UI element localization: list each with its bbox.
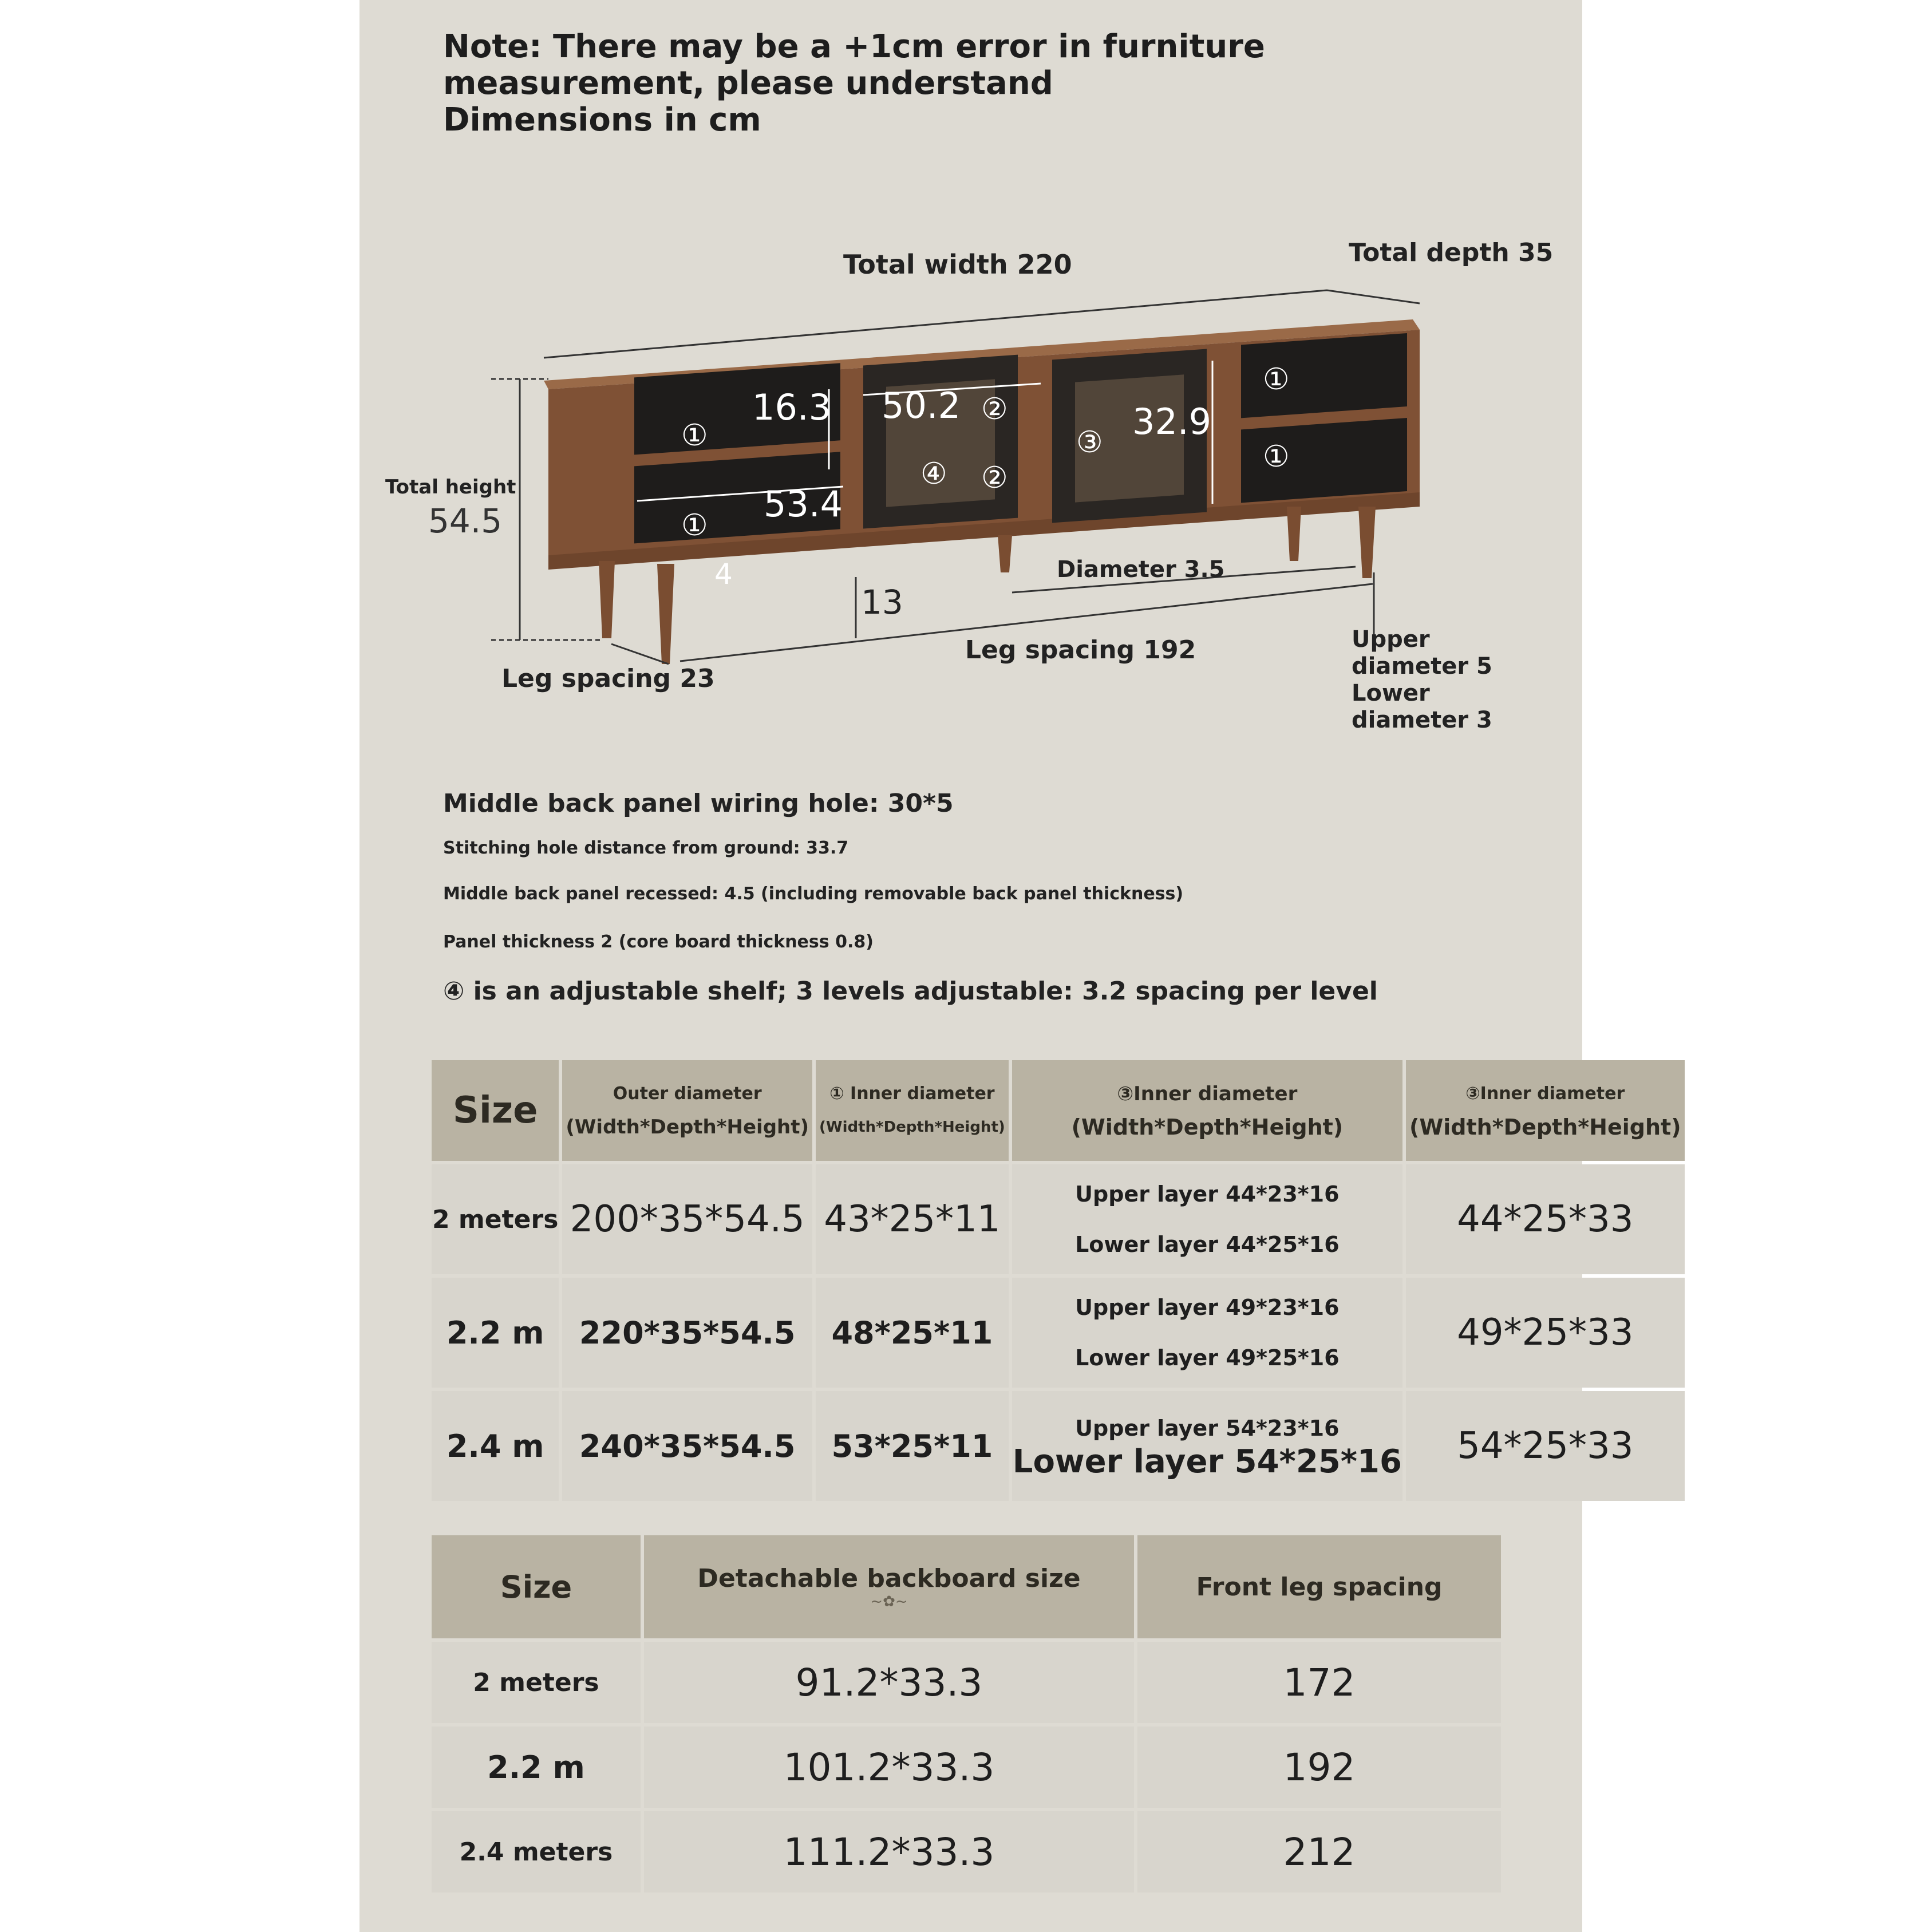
leg-back-right xyxy=(1287,507,1301,561)
row-upper-layer: Upper layer 54*23*16 xyxy=(1075,1416,1340,1441)
spec-hole-distance: Stitching hole distance from ground: 33.7 xyxy=(443,838,849,858)
header-inner3-label: ③Inner diameter xyxy=(1117,1082,1298,1105)
door-height-value: 32.9 xyxy=(1132,401,1212,442)
row-front-leg: 172 xyxy=(1137,1642,1501,1723)
spec-wiring-hole: Middle back panel wiring hole: 30*5 xyxy=(443,789,954,818)
drawer-height-value: 16.3 xyxy=(752,386,832,428)
row-upper-layer: Upper layer 44*23*16 xyxy=(1075,1182,1340,1207)
row-outer: 220*35*54.5 xyxy=(562,1278,812,1388)
row-upper-layer: Upper layer 49*23*16 xyxy=(1075,1295,1340,1320)
row-backboard: 111.2*33.3 xyxy=(644,1811,1134,1893)
header-size: Size xyxy=(432,1060,559,1161)
tv-cabinet-diagram xyxy=(359,218,1582,767)
row-inner5: 49*25*33 xyxy=(1406,1278,1685,1388)
leg-upper-diameter: diameter 5 xyxy=(1352,653,1492,679)
leg-spacing-long-label: Leg spacing 192 xyxy=(965,635,1196,665)
table-row xyxy=(432,1164,1685,1274)
header-outer-diameter xyxy=(562,1060,812,1161)
total-width-label: Total width 220 xyxy=(843,249,1072,280)
row-layers xyxy=(1012,1278,1402,1388)
row-size: 2.2 m xyxy=(432,1726,641,1808)
header-inner3-sub: (Width*Depth*Height) xyxy=(1071,1115,1344,1140)
leg-spacing-short-label: Leg spacing 23 xyxy=(501,664,715,693)
row-outer: 240*35*54.5 xyxy=(562,1391,812,1501)
header-size: Size xyxy=(432,1535,641,1638)
row-inner1: 53*25*11 xyxy=(816,1391,1009,1501)
row-outer: 200*35*54.5 xyxy=(562,1164,812,1274)
shelf-width-value: 50.2 xyxy=(882,385,961,426)
leg-upper-label: Upper xyxy=(1352,626,1430,653)
marker-3: ③ xyxy=(1076,425,1103,460)
header-inner-1 xyxy=(816,1060,1009,1161)
row-layers xyxy=(1012,1164,1402,1274)
row-backboard: 91.2*33.3 xyxy=(644,1642,1134,1723)
header-front-leg: Front leg spacing xyxy=(1137,1535,1501,1638)
spec-recessed: Middle back panel recessed: 4.5 (including removable back panel thickness) xyxy=(443,884,1184,904)
row-backboard: 101.2*33.3 xyxy=(644,1726,1134,1808)
total-height-value: 54.5 xyxy=(428,501,503,540)
leg-front-left xyxy=(599,561,615,638)
header-outer-label: Outer diameter xyxy=(613,1084,762,1104)
drawer-width-value: 53.4 xyxy=(764,483,843,525)
row-lower-layer: Lower layer 54*25*16 xyxy=(1012,1443,1402,1480)
row-front-leg: 212 xyxy=(1137,1811,1501,1893)
table-row xyxy=(432,1726,1501,1808)
leg-front-right xyxy=(1358,507,1376,578)
measurement-note xyxy=(443,29,1359,139)
row-inner1: 48*25*11 xyxy=(816,1278,1009,1388)
marker-2-upper: ② xyxy=(981,392,1008,426)
backboard-table xyxy=(428,1532,1504,1896)
table-row xyxy=(432,1811,1501,1893)
marker-1-left-lower: ① xyxy=(681,508,708,543)
table-row xyxy=(432,1391,1685,1501)
marker-4: ④ xyxy=(920,457,947,491)
row-size: 2.4 m xyxy=(432,1391,559,1501)
header-backboard xyxy=(644,1535,1134,1638)
row-inner1: 43*25*11 xyxy=(816,1164,1009,1274)
header-outer-sub: (Width*Depth*Height) xyxy=(566,1116,809,1139)
depth-line xyxy=(1327,290,1420,303)
header-inner1-label: ① Inner diameter xyxy=(829,1084,995,1104)
row-lower-layer: Lower layer 44*25*16 xyxy=(1075,1232,1340,1257)
total-height-label: Total height xyxy=(385,476,516,499)
marker-2-lower: ② xyxy=(981,461,1008,495)
product-dimension-sheet xyxy=(359,0,1681,1932)
header-inner5-label: ③Inner diameter xyxy=(1465,1084,1625,1104)
table-row xyxy=(432,1642,1501,1723)
note-line-3: Dimensions in cm xyxy=(443,101,761,139)
diameter-label: Diameter 3.5 xyxy=(1057,556,1225,583)
leg-height-value: 13 xyxy=(861,583,903,622)
header-backboard-label: Detachable backboard size xyxy=(697,1563,1081,1593)
header-stamp: ~✿~ xyxy=(870,1593,908,1610)
row-size: 2 meters xyxy=(432,1642,641,1723)
row-lower-layer: Lower layer 49*25*16 xyxy=(1075,1345,1340,1370)
leg-front-left-2 xyxy=(657,564,674,664)
leg-depth-value: 4 xyxy=(714,558,733,591)
leg-lower-label: Lower xyxy=(1352,680,1430,706)
row-front-leg: 192 xyxy=(1137,1726,1501,1808)
spec-panel-thickness: Panel thickness 2 (core board thickness 0.8) xyxy=(443,932,874,952)
header-inner1-sub: (Width*Depth*Height) xyxy=(819,1119,1005,1136)
note-line-1: Note: There may be a +1cm error in furniture xyxy=(443,28,1265,65)
spec-adjustable-shelf: ④ is an adjustable shelf; 3 levels adjustable: 3.2 spacing per level xyxy=(443,977,1378,1006)
header-inner-5 xyxy=(1406,1060,1685,1161)
table-row xyxy=(432,1278,1685,1388)
total-depth-label: Total depth 35 xyxy=(1349,238,1554,267)
leg-lower-diameter: diameter 3 xyxy=(1352,707,1492,733)
leg-middle xyxy=(998,535,1012,572)
marker-1-right-lower: ① xyxy=(1263,440,1290,474)
leg-spacing-short-line xyxy=(611,644,669,664)
row-inner5: 44*25*33 xyxy=(1406,1164,1685,1274)
row-size: 2.2 m xyxy=(432,1278,559,1388)
note-line-2: measurement, please understand xyxy=(443,65,1053,102)
row-size: 2.4 meters xyxy=(432,1811,641,1893)
marker-1-left-upper: ① xyxy=(681,418,708,453)
table-header-row xyxy=(432,1060,1685,1161)
marker-1-right-upper: ① xyxy=(1263,362,1290,397)
row-inner5: 54*25*33 xyxy=(1406,1391,1685,1501)
row-layers xyxy=(1012,1391,1402,1501)
row-size: 2 meters xyxy=(432,1164,559,1274)
header-inner-3 xyxy=(1012,1060,1402,1161)
header-inner5-sub: (Width*Depth*Height) xyxy=(1409,1115,1681,1140)
inner-dimensions-table xyxy=(428,1057,1688,1504)
table-header-row xyxy=(432,1535,1501,1638)
